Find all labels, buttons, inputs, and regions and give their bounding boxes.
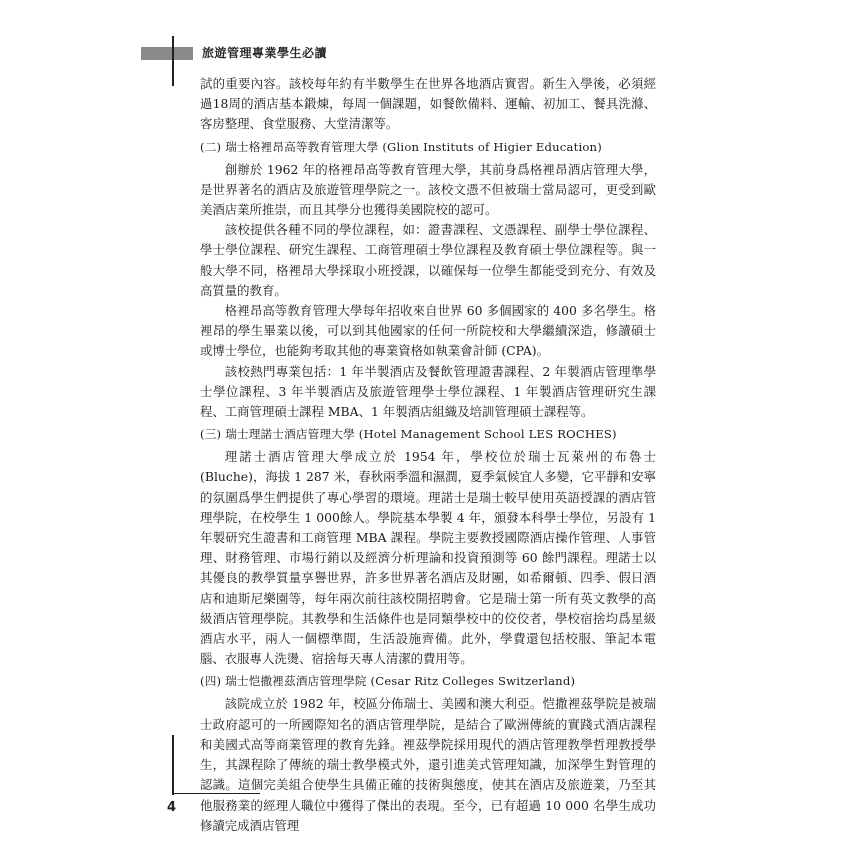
paragraph: 該校提供各種不同的學位課程，如：證書課程、文憑課程、副學士學位課程、學士學位課程、研究生課程、工商管理碩士學位課程及教育碩士學位課程等。與一般大學不同，格裡昂大學採取小班授課，以確保每一位學生都能受到充分、有效及高質量的教育。 — [200, 222, 656, 298]
paragraph: 格裡昂高等教育管理大學每年招收來自世界 60 多個國家的 400 多名學生。格裡昂的學生畢業以後，可以到其他國家的任何一所院校和大學繼續深造，修讀碩士或博士學位，也能夠考取其他的專業資格如執業會計師 (CPA)。 — [200, 303, 656, 359]
section-heading-glion: (二) 瑞士格裡昂高等教育管理大學 (Glion Instituts of Higier Education) — [200, 139, 602, 154]
footer-vertical-rule — [172, 735, 174, 795]
header-vertical-rule — [172, 36, 174, 86]
section-heading-cesar-ritz: (四) 瑞士恺撒裡茲酒店管理學院 (Cesar Ritz Colleges Switzerland) — [200, 674, 576, 689]
paragraph: 創辦於 1962 年的格裡昂高等教育管理大學，其前身爲格裡昂酒店管理大學，是世界著名的酒店及旅遊管理學院之一。該校文憑不但被瑞士當局認可，更受到歐美酒店業所推崇，而且其學分也獲得美國院校的認可。 — [200, 161, 656, 218]
paragraph-continued: 試的重要內容。該校每年約有半數學生在世界各地酒店實習。新生入學後，必須經過18周的酒店基本鍛煉，每周一個課題，如餐飲備料、運輸、初加工、餐具洗滌、客房整理、食堂服務、大堂清潔等。 — [200, 76, 656, 132]
paragraph: 理諾士酒店管理大學成立於 1954 年，學校位於瑞士瓦萊州的布魯士 (Bluche)，海拔 1 287 米，春秋兩季溫和濕潤，夏季氣候宜人多變，它平靜和安寧的氛圍爲學生們提供了專心學習的環境。理諾士是瑞士較早使用英語授課的酒店管理學院，在校學生 1 000餘人。學院基本學製 4 年，頒發本科學士學位，另設有 1 年製研究生證書和工商管理 MBA 課程。學院主要教授國際酒店操作管理、人事管理、財務管理、市場行銷以及經濟分析理論和投資預測等 60 餘門課程。理諾士以其優良的教學質量享譽世界，許多世界著名酒店及財團，如希爾頓、四季、假日酒店和迪斯尼樂園等，每年兩次前往該校開招聘會。它是瑞士第一所有英文教學的高級酒店管理學院。其教學和生活條件也是同類學校中的佼佼者，學校宿捨均爲星級酒店水平，兩人一個標準間，生活設施齊備。此外，學費還包括校服、筆記本電腦、衣服專人洗燙、宿捨每天專人清潔的費用等。 — [200, 449, 656, 667]
page-body — [200, 74, 656, 836]
footer-rule — [172, 793, 260, 794]
header-decoration-bar — [141, 47, 193, 60]
paragraph: 該校熱門專業包括：1 年半製酒店及餐飲管理證書課程、2 年製酒店管理準學士學位課程、3 年半製酒店及旅遊管理學士學位課程、1 年製酒店管理研究生課程、工商管理碩士課程 MBA、1 年製酒店組織及培訓管理碩士課程等。 — [200, 363, 656, 420]
page-number: 4 — [167, 800, 177, 815]
section-heading-les-roches: (三) 瑞士理諾士酒店管理大學 (Hotel Management School LES ROCHES) — [200, 427, 617, 442]
paragraph: 該院成立於 1982 年，校區分佈瑞士、美國和澳大利亞。恺撒裡茲學院是被瑞士政府認可的一所國際知名的酒店管理學院，是結合了歐洲傳統的實踐式酒店課程和美國式高等商業管理的教育先鋒。裡茲學院採用現代的酒店管理教學哲理教授學生，其課程除了傳統的瑞士教學模式外，還引進美式管理知識，加深學生對管理的認識。這個完美組合使學生具備正確的技術與態度，使其在酒店及旅遊業，乃至其他服務業的經理人職位中獲得了傑出的表現。至今，已有超過 10 000 名學生成功修讀完成酒店管理 — [200, 696, 656, 833]
running-head: 旅遊管理專業學生必讀 — [202, 46, 328, 60]
